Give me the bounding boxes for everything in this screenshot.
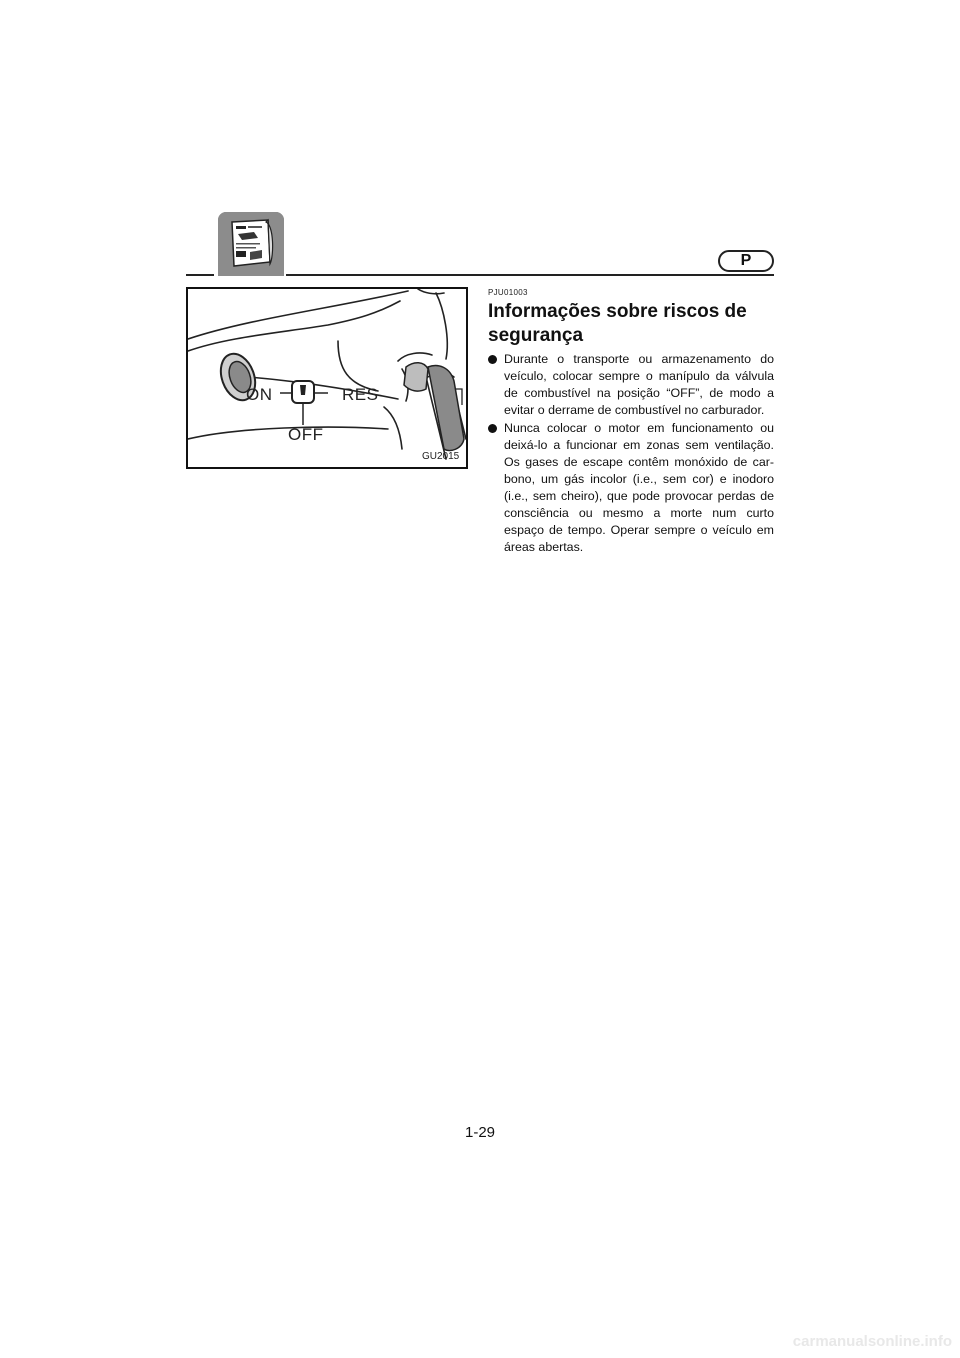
bullet-dot-icon	[488, 424, 497, 433]
safety-bullet-list	[488, 351, 774, 557]
bullet-dot-icon	[488, 355, 497, 364]
page-number: 1-29	[464, 1124, 496, 1141]
language-badge: P	[718, 250, 774, 272]
list-item	[488, 351, 774, 419]
label-off: OFF	[288, 425, 324, 444]
bullet-text: Nunca colocar o motor em funcionamento ou deixá-lo a funcionar em zonas sem ventilação. Os gases de escape contêm monóxido de car-bono, um gás incolor (i.e., sem cor) e inodoro (i.e., sem cheiro), que pode provocar perdas de consciência ou mesmo a morte num curto espaço de tempo. Operar sempre o veículo em áreas abertas.	[504, 421, 774, 554]
list-item	[488, 420, 774, 556]
fuel-valve-figure	[186, 287, 468, 469]
figure-code: GU2015	[422, 451, 460, 462]
section-code: PJU01003	[488, 288, 528, 297]
header-rule-right	[286, 274, 774, 276]
watermark: carmanualsonline.info	[792, 1333, 952, 1350]
label-res: RES	[342, 385, 379, 404]
label-on: ON	[246, 385, 273, 404]
manual-book-icon	[218, 212, 284, 276]
header-rule-left	[186, 274, 214, 276]
bullet-text: Durante o transporte ou armazenamento do veículo, colocar sempre o manípulo da válvula de combustível na posição “OFF”, de modo a evitar o derrame de combustível no carburador.	[504, 352, 774, 417]
fuel-valve-illustration	[188, 289, 466, 467]
section-title: Informações sobre riscos de segurança	[488, 301, 747, 346]
